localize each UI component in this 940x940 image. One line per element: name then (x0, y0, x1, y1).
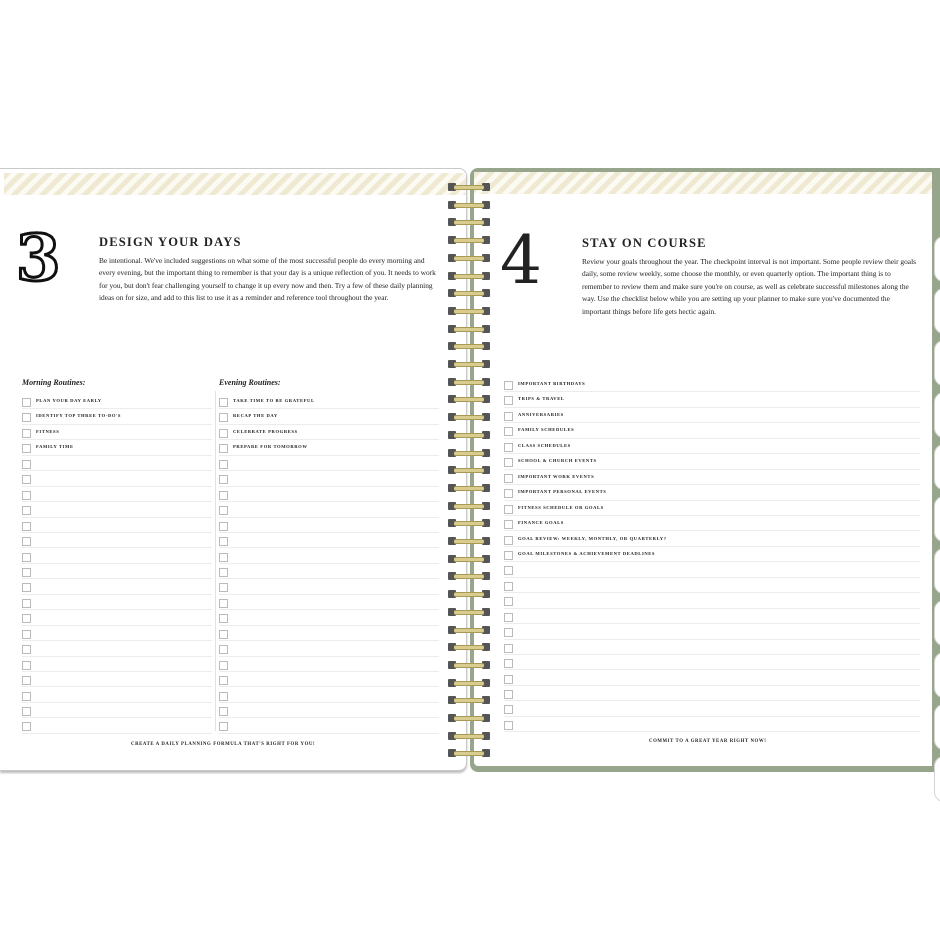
checklist-label: TRIPS & TRAVEL (518, 396, 565, 402)
checklist-row (22, 425, 212, 440)
spiral-coil (446, 235, 492, 245)
checkbox[interactable] (219, 599, 228, 608)
checkbox[interactable] (219, 568, 228, 577)
divider-tab[interactable] (934, 340, 940, 386)
checkbox[interactable] (219, 583, 228, 592)
divider-tab[interactable] (934, 704, 940, 750)
evening-heading: Evening Routines: (219, 378, 281, 387)
checklist-row (22, 595, 212, 610)
checkbox[interactable] (22, 429, 31, 438)
checkbox[interactable] (504, 412, 513, 421)
checkbox[interactable] (22, 722, 31, 731)
checkbox[interactable] (219, 444, 228, 453)
checklist-row (504, 640, 920, 655)
checklist-label: RECAP THE DAY (233, 413, 278, 419)
section-number: 4 (500, 222, 542, 299)
intro-text: Be intentional. We've included suggestions on what some of the most successful people do every morning and every evening, but the important thing to remember is that your day is a unique reflection of you. It needs to work for you, but don't fear challenging yourself to change it up every now and then. Try a few of these daily planning ideas on for size, and add to this list to use it as a reminder and reference tool throughout the year. (99, 256, 436, 303)
section-number: 3 (16, 221, 61, 296)
checklist-row (22, 394, 212, 409)
checkbox[interactable] (504, 628, 513, 637)
checklist-label: FINANCE GOALS (518, 520, 564, 526)
checkbox[interactable] (22, 506, 31, 515)
spiral-coil (446, 501, 492, 511)
spiral-coil (446, 306, 492, 316)
checkbox[interactable] (504, 582, 513, 591)
checklist-row (219, 549, 439, 564)
checklist-row (504, 532, 920, 547)
checkbox[interactable] (219, 537, 228, 546)
checkbox[interactable] (22, 661, 31, 670)
checkbox[interactable] (504, 520, 513, 529)
checklist-row (504, 593, 920, 608)
checklist-row (219, 564, 439, 579)
checklist-row (22, 610, 212, 625)
checklist-row (22, 518, 212, 533)
checklist-label: IMPORTANT PERSONAL EVENTS (518, 489, 607, 495)
checklist-row (219, 626, 439, 641)
divider-tab[interactable] (934, 236, 940, 282)
checklist-row (219, 703, 439, 718)
checklist-label: CELEBRATE PROGRESS (233, 428, 298, 434)
checklist-row (504, 408, 920, 423)
checklist-label: GOAL MILESTONES & ACHIEVEMENT DEADLINES (518, 550, 656, 556)
checkbox[interactable] (504, 644, 513, 653)
checklist-row (504, 377, 920, 392)
checklist-row (219, 641, 439, 656)
checklist-row (504, 516, 920, 531)
left-page (0, 168, 467, 771)
spiral-coil (446, 571, 492, 581)
footer-text: CREATE A DAILY PLANNING FORMULA THAT'S RIGHT FOR YOU! (131, 742, 316, 747)
divider-tab[interactable] (934, 652, 940, 698)
right-page (474, 172, 932, 766)
checklist-row (219, 425, 439, 440)
checklist-row (22, 672, 212, 687)
checkbox[interactable] (219, 630, 228, 639)
checklist-row (219, 595, 439, 610)
checkbox[interactable] (504, 551, 513, 560)
spiral-coil (446, 483, 492, 493)
checkbox[interactable] (219, 475, 228, 484)
checklist-label: IMPORTANT WORK EVENTS (518, 473, 595, 479)
checklist-row (504, 485, 920, 500)
checkbox[interactable] (504, 381, 513, 390)
checklist-row (22, 502, 212, 517)
checkbox[interactable] (22, 614, 31, 623)
spiral-coil (446, 465, 492, 475)
checklist-row (504, 501, 920, 516)
spiral-coil (446, 430, 492, 440)
footer-text: COMMIT TO A GREAT YEAR RIGHT NOW! (649, 739, 767, 744)
checkbox[interactable] (219, 676, 228, 685)
page-title: STAY ON COURSE (582, 236, 707, 250)
checklist-label: GOAL REVIEW: WEEKLY, MONTHLY, OR QUARTERLY? (518, 535, 667, 541)
checklist-row (22, 409, 212, 424)
checkbox[interactable] (219, 722, 228, 731)
checklist-row (504, 392, 920, 407)
checklist-row (219, 456, 439, 471)
checklist-row (219, 657, 439, 672)
checklist-row (219, 672, 439, 687)
checklist-row (219, 579, 439, 594)
checklist-row (504, 655, 920, 670)
checkbox[interactable] (22, 583, 31, 592)
checklist-row (504, 423, 920, 438)
checklist-row (219, 394, 439, 409)
checkbox[interactable] (22, 692, 31, 701)
spiral-coil (446, 536, 492, 546)
checklist-label: IMPORTANT BIRTHDAYS (518, 381, 586, 386)
checkbox[interactable] (22, 645, 31, 654)
checklist-row (504, 624, 920, 639)
checklist-row (219, 610, 439, 625)
checkbox[interactable] (219, 429, 228, 438)
spiral-coil (446, 642, 492, 652)
spiral-coil (446, 448, 492, 458)
divider-tab[interactable] (934, 288, 940, 334)
spiral-coil (446, 377, 492, 387)
checkbox[interactable] (219, 491, 228, 500)
spiral-coil (446, 695, 492, 705)
checklist-row (22, 487, 212, 502)
checklist-row (219, 718, 439, 733)
checkbox[interactable] (219, 460, 228, 469)
checkbox[interactable] (22, 537, 31, 546)
checkbox[interactable] (219, 506, 228, 515)
spiral-coil (446, 394, 492, 404)
checklist-row (22, 703, 212, 718)
checklist-row (219, 440, 439, 455)
divider-tab[interactable] (934, 392, 940, 438)
checklist-row (22, 471, 212, 486)
checkbox[interactable] (219, 398, 228, 407)
intro-text: Review your goals throughout the year. The checkpoint interval is not important. Some people review their goals daily, some review weekly, some choose the monthly, or even quarterly option. The important thing is to remember to review them and make sure you're on course, as well as celebrate successful milestones along the way. Use the checklist below while you are setting up your planner to make sure you've documented the important things before life gets hectic again. (582, 257, 917, 316)
spiral-coil (446, 518, 492, 528)
spiral-coil (446, 182, 492, 192)
checklist-row (504, 439, 920, 454)
checkbox[interactable] (504, 443, 513, 452)
divider-tab[interactable] (934, 600, 940, 646)
checkbox[interactable] (22, 676, 31, 685)
checklist-row (219, 502, 439, 517)
checkbox[interactable] (219, 522, 228, 531)
checkbox[interactable] (504, 721, 513, 730)
checklist-row (504, 562, 920, 577)
checklist-row (22, 533, 212, 548)
checklist-label: IDENTIFY TOP THREE TO-DO'S (36, 413, 122, 419)
checklist-row (504, 701, 920, 716)
column-divider (215, 391, 216, 731)
checklist-row (219, 487, 439, 502)
checkbox[interactable] (219, 661, 228, 670)
checkbox[interactable] (22, 553, 31, 562)
spiral-coil (446, 359, 492, 369)
divider-tab[interactable] (934, 496, 940, 542)
checkbox[interactable] (219, 553, 228, 562)
spiral-coil (446, 554, 492, 564)
spiral-coil (446, 731, 492, 741)
checklist-label: TAKE TIME TO BE GRATEFUL (233, 398, 315, 403)
checkbox[interactable] (504, 597, 513, 606)
checklist-label: SCHOOL & CHURCH EVENTS (518, 458, 597, 464)
checklist-label: FITNESS (36, 428, 60, 434)
checkbox[interactable] (219, 692, 228, 701)
checklist-label: PLAN YOUR DAY EARLY (36, 398, 102, 403)
divider-tab[interactable] (934, 548, 940, 594)
checklist-row (219, 688, 439, 703)
checklist-row (22, 456, 212, 471)
checkbox[interactable] (504, 659, 513, 668)
checkbox[interactable] (22, 522, 31, 531)
spiral-coil (446, 607, 492, 617)
page-title: DESIGN YOUR DAYS (99, 235, 242, 249)
checklist-row (219, 533, 439, 548)
checkbox[interactable] (22, 398, 31, 407)
checklist-label: CLASS SCHEDULES (518, 442, 571, 448)
spiral-coil (446, 341, 492, 351)
spiral-coil (446, 660, 492, 670)
checkbox[interactable] (22, 568, 31, 577)
spiral-coil (446, 217, 492, 227)
spiral-coil (446, 412, 492, 422)
checklist-row (504, 686, 920, 701)
checkbox[interactable] (22, 630, 31, 639)
checklist-row (504, 470, 920, 485)
checklist-label: FAMILY SCHEDULES (518, 427, 575, 433)
checkbox[interactable] (504, 505, 513, 514)
checklist-row (22, 626, 212, 641)
stripe-band (4, 173, 466, 195)
spiral-coil (446, 625, 492, 635)
checklist-row (504, 609, 920, 624)
checkbox[interactable] (22, 475, 31, 484)
checklist-row (22, 549, 212, 564)
checklist-row (504, 578, 920, 593)
checklist-row (22, 688, 212, 703)
spiral-coil (446, 271, 492, 281)
checklist-row (22, 718, 212, 733)
checkbox[interactable] (22, 599, 31, 608)
morning-heading: Morning Routines: (22, 378, 86, 387)
checkbox[interactable] (504, 690, 513, 699)
checkbox[interactable] (504, 705, 513, 714)
divider-tab[interactable] (934, 756, 940, 802)
checkbox[interactable] (504, 613, 513, 622)
checklist-row (504, 454, 920, 469)
checkbox[interactable] (504, 489, 513, 498)
checklist-row (504, 547, 920, 562)
checkbox[interactable] (504, 458, 513, 467)
checklist-row (219, 471, 439, 486)
divider-tab[interactable] (934, 444, 940, 490)
checkbox[interactable] (22, 491, 31, 500)
checklist-row (219, 518, 439, 533)
checkbox[interactable] (504, 427, 513, 436)
checklist-row (219, 409, 439, 424)
checkbox[interactable] (504, 566, 513, 575)
checklist-row (22, 564, 212, 579)
checklist-row (22, 579, 212, 594)
spiral-coil (446, 678, 492, 688)
checkbox[interactable] (22, 460, 31, 469)
checklist-label: FAMILY TIME (36, 444, 74, 450)
checklist-label: PREPARE FOR TOMORROW (233, 444, 308, 450)
spiral-coil (446, 713, 492, 723)
spiral-coil (446, 253, 492, 263)
checklist-row (22, 641, 212, 656)
checkbox[interactable] (504, 675, 513, 684)
checkbox[interactable] (22, 444, 31, 453)
checklist-label: ANNIVERSARIES (518, 411, 564, 417)
stripe-band (474, 172, 932, 194)
checkbox[interactable] (22, 707, 31, 716)
checkbox[interactable] (504, 474, 513, 483)
checkbox[interactable] (219, 413, 228, 422)
checklist-row (22, 440, 212, 455)
checkbox[interactable] (504, 536, 513, 545)
spiral-coil (446, 200, 492, 210)
spiral-coil (446, 288, 492, 298)
checkbox[interactable] (219, 645, 228, 654)
spiral-coil (446, 748, 492, 758)
spiral-coil (446, 589, 492, 599)
checkbox[interactable] (22, 413, 31, 422)
checkbox[interactable] (504, 396, 513, 405)
checklist-row (22, 657, 212, 672)
checklist-row (504, 671, 920, 686)
checkbox[interactable] (219, 614, 228, 623)
checklist-label: FITNESS SCHEDULE OR GOALS (518, 504, 604, 510)
checkbox[interactable] (219, 707, 228, 716)
checklist-row (504, 717, 920, 732)
spiral-coil (446, 324, 492, 334)
